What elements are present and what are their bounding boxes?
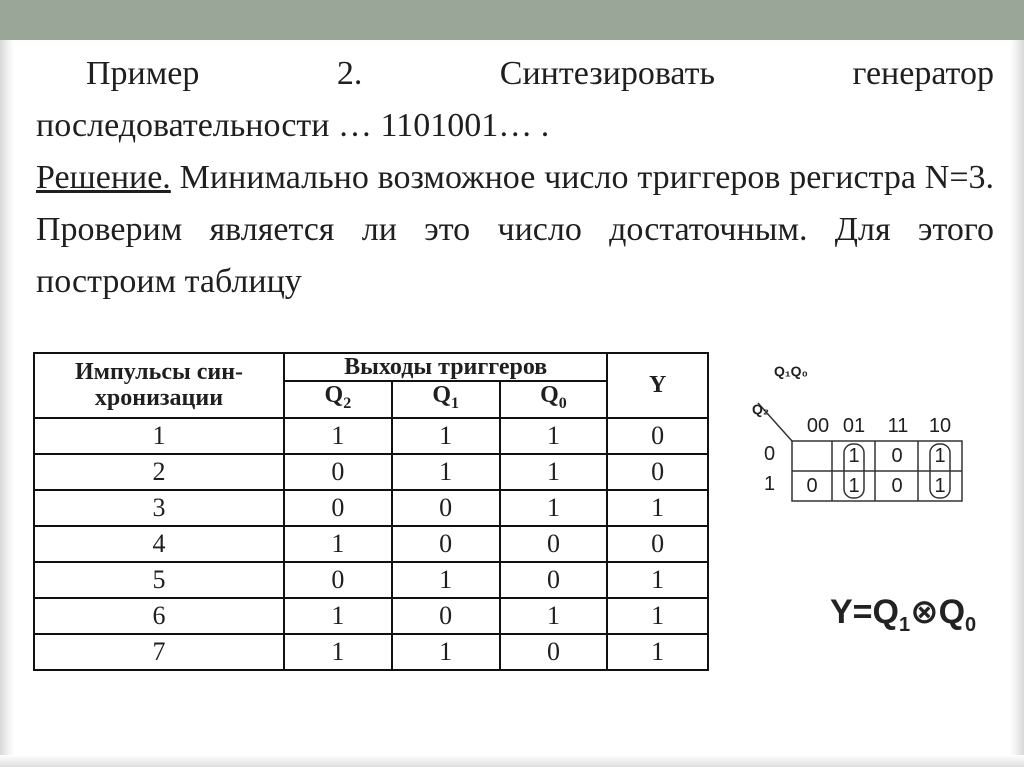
kmap-col-label: 11 [887, 415, 909, 437]
header-q1: $Q_1$ [392, 381, 500, 418]
slide-frame-left [0, 40, 14, 767]
kmap-cell [792, 441, 832, 471]
kmap-left-label: Q₂ [752, 401, 770, 417]
table-row: 4 1 0 0 0 [34, 526, 708, 562]
slide-frame-bottom [0, 755, 1024, 767]
heading-word-4: генератор [852, 55, 994, 92]
table-row: 5 0 1 0 1 [34, 562, 708, 598]
header-q2: $Q_2$ [284, 381, 392, 418]
kmap-cell: 1 [848, 475, 860, 497]
solution-paragraph [36, 152, 994, 308]
header-outputs: Выходы триггеров [284, 353, 607, 381]
kmap-row-label: 0 [764, 443, 776, 465]
kmap-top-label: Q₁Q₀ [774, 363, 808, 379]
result-formula: $Y=Q_1\otimes Q_0$ [830, 593, 977, 636]
header-y: Y [607, 353, 708, 418]
slide-top-bar [0, 0, 1024, 40]
example-heading-line [36, 48, 994, 100]
table-row: 3 0 0 1 1 [34, 490, 708, 526]
header-pulses: Импульсы син-хронизации [34, 353, 284, 418]
slide-frame-right [1010, 40, 1024, 767]
kmap-row-label: 1 [764, 473, 776, 495]
sequence-line: последовательности … 1101001… . [36, 107, 550, 144]
table-row: 7 1 1 0 1 [34, 634, 708, 670]
heading-word-1: Пример [86, 55, 200, 92]
kmap-cell: 0 [891, 475, 903, 497]
kmap-cell: 1 [934, 445, 946, 467]
karnaugh-map [740, 355, 970, 505]
table-row: 6 1 0 1 1 [34, 598, 708, 634]
kmap-cell: 0 [891, 445, 903, 467]
solution-label: Решение. [36, 159, 171, 196]
heading-word-3: Синтезировать [499, 55, 716, 92]
table-row: 2 0 1 1 0 [34, 454, 708, 490]
table-row: 1 1 1 1 0 [34, 418, 708, 454]
kmap-cell: 1 [848, 445, 860, 467]
kmap-col-label: 00 [806, 415, 830, 437]
state-table [33, 352, 709, 671]
heading-word-2: 2. [336, 55, 363, 92]
kmap-col-label: 10 [928, 415, 952, 437]
kmap-cell: 1 [934, 475, 946, 497]
kmap-col-label: 01 [842, 415, 866, 437]
kmap-cell: 0 [806, 475, 818, 497]
header-q0: $Q_0$ [500, 381, 608, 418]
problem-text [36, 48, 994, 308]
solution-text: Минимально возможное число триггеров регистра N=3. Проверим является ли это число достаточным. Для этого построим таблицу [36, 159, 994, 300]
